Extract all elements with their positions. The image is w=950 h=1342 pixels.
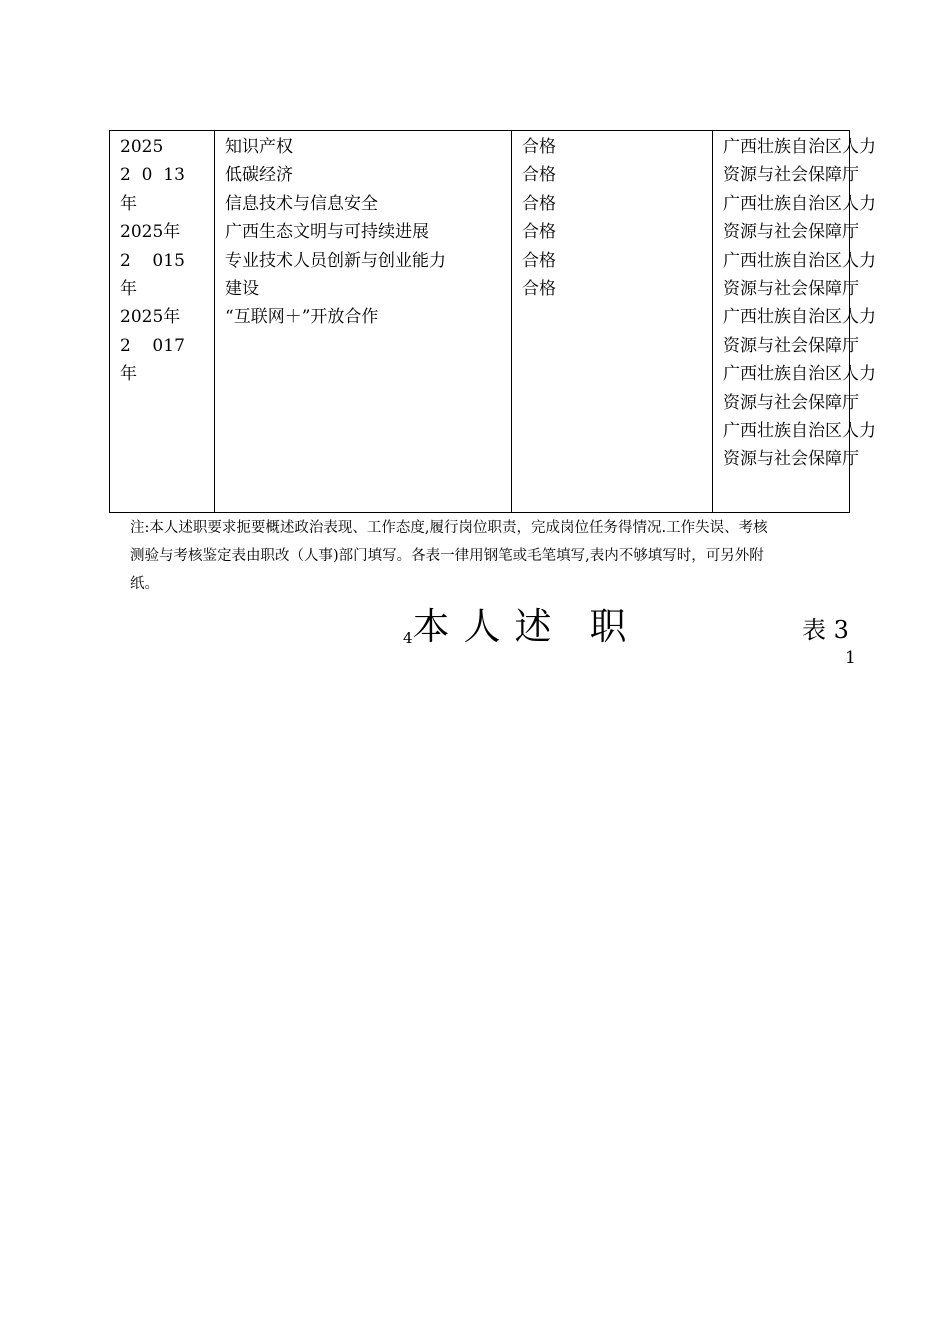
result-line: 合格	[522, 137, 556, 157]
record-table	[109, 130, 876, 513]
year-line: 2025年	[120, 222, 181, 243]
org-line: 资源与社会保障厅	[723, 449, 859, 470]
result-line: 合格	[522, 250, 556, 271]
course-line: 知识产权	[225, 137, 293, 157]
org-line: 资源与社会保障厅	[723, 165, 859, 186]
course-line: 低碳经济	[225, 165, 293, 186]
note-line: 测验与考核鉴定表由职改（人事)部门填写。各表一律用钢笔或毛笔填写,表内不够填写时，可另外附	[130, 548, 764, 564]
year-line: 2025	[120, 137, 164, 157]
table-number: 表 3	[802, 616, 849, 644]
org-line: 资源与社会保障厅	[723, 335, 859, 356]
org-line: 广西壮族自治区人力	[723, 250, 876, 271]
org-line: 广西壮族自治区人力	[723, 137, 876, 157]
year-cell	[110, 131, 215, 513]
year-line: 2 017	[120, 335, 185, 356]
year-line: 年	[120, 279, 137, 300]
title-char: 职	[589, 605, 627, 648]
page-number: 1	[845, 648, 856, 668]
course-line: 广西生态文明与可持续进展	[225, 222, 429, 243]
result-cell	[512, 131, 713, 513]
title-char: 述	[514, 605, 552, 648]
course-cell	[215, 131, 512, 513]
year-line: 2025年	[120, 307, 181, 328]
org-line: 资源与社会保障厅	[723, 279, 859, 300]
title-marker: 4	[403, 629, 413, 647]
title-char: 人	[463, 605, 501, 648]
org-line: 广西壮族自治区人力	[723, 307, 876, 328]
title-char: 本	[412, 605, 450, 648]
note-line: 纸。	[130, 576, 159, 592]
org-cell	[713, 131, 876, 513]
course-line: 专业技术人员创新与创业能力	[225, 250, 446, 271]
year-line: 2 015	[120, 250, 185, 271]
year-line: 年	[120, 364, 137, 385]
result-line: 合格	[522, 279, 556, 300]
course-line: 信息技术与信息安全	[225, 193, 378, 214]
org-line: 资源与社会保障厅	[723, 222, 859, 243]
org-line: 广西壮族自治区人力	[723, 193, 876, 214]
result-line: 合格	[522, 165, 556, 186]
course-line: 建设	[225, 279, 259, 300]
org-line: 广西壮族自治区人力	[723, 421, 876, 442]
table-row	[110, 131, 850, 513]
year-line: 年	[120, 193, 137, 214]
course-line: “互联网＋”开放合作	[225, 307, 379, 328]
form-note	[130, 514, 850, 598]
year-line: 2 0 13	[120, 165, 185, 186]
org-line: 资源与社会保障厅	[723, 392, 859, 413]
section-title	[403, 604, 627, 657]
result-line: 合格	[522, 193, 556, 214]
note-line: 注:本人述职要求扼要概述政治表现、工作态度,履行岗位职责，完成岗位任务得情况.工作失误、考核	[130, 520, 768, 536]
org-line: 广西壮族自治区人力	[723, 364, 876, 385]
result-line: 合格	[522, 222, 556, 243]
